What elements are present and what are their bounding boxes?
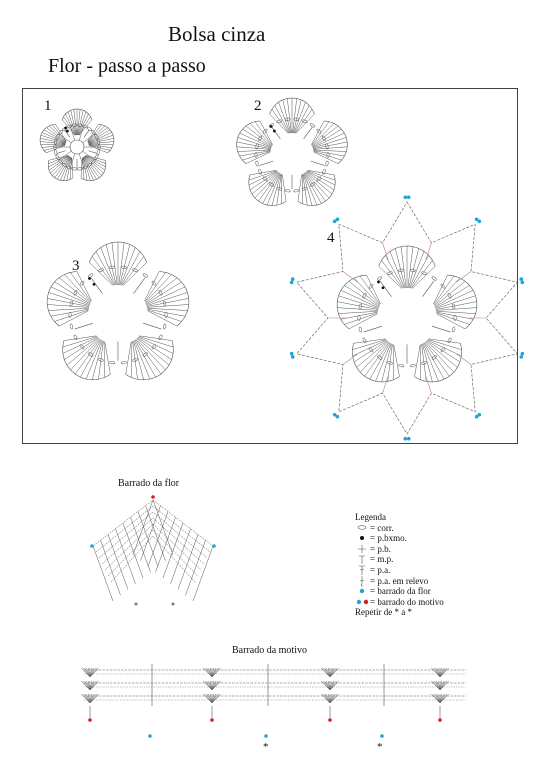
- chain-stitch: [310, 123, 316, 128]
- cyan-marker: [336, 218, 340, 222]
- stitch-line: [393, 345, 394, 380]
- stitch-line: [440, 694, 444, 703]
- stitch-line: [70, 154, 75, 168]
- cyan-marker: [380, 734, 384, 738]
- stitch-line: [147, 304, 189, 307]
- stitch-line: [313, 142, 347, 149]
- step-number-4: 4: [327, 230, 335, 246]
- page-title: Bolsa cinza: [168, 22, 266, 46]
- stitch-line: [313, 137, 346, 148]
- cyan-marker: [475, 415, 479, 419]
- stitch-line: [249, 171, 277, 185]
- red-marker: [328, 718, 332, 722]
- stitch-line: [435, 281, 465, 306]
- petal-edge: [352, 343, 399, 382]
- stitch-line: [79, 154, 84, 168]
- legend: [355, 512, 444, 618]
- cyan-dot-icon: [355, 588, 369, 594]
- legend-item: = corr.: [355, 523, 444, 534]
- plus-icon: [355, 545, 369, 553]
- chain-stitch: [447, 337, 452, 343]
- stitch-line: [47, 304, 89, 307]
- stitch-line: [258, 173, 279, 201]
- stitch-line: [62, 120, 75, 136]
- chain-stitch: [258, 169, 263, 175]
- cyan-marker: [407, 437, 411, 441]
- stitch-line: [52, 125, 66, 142]
- slip-stitch-dot: [66, 130, 69, 133]
- stitch-line: [330, 681, 334, 690]
- stitch-line: [304, 127, 312, 139]
- red-marker: [151, 495, 155, 499]
- stitch-line: [436, 668, 440, 677]
- stitch-line: [250, 170, 276, 175]
- cyan-marker: [333, 413, 337, 417]
- stitch-line: [90, 668, 94, 677]
- stitch-line: [383, 376, 389, 393]
- barrado-flor-diagram: [85, 490, 225, 615]
- stitch-line: [208, 694, 212, 703]
- stitch-line: [138, 338, 172, 360]
- petal-edge: [337, 275, 366, 329]
- cyan-marker: [290, 352, 294, 356]
- relief-stitch-icon: [355, 576, 369, 586]
- stitch-line: [138, 512, 158, 567]
- stitch-line: [354, 278, 380, 305]
- chain-stitch: [285, 189, 290, 192]
- end-marker: [172, 603, 175, 606]
- stitch-line: [143, 323, 161, 329]
- chain-stitch: [165, 312, 167, 317]
- stitch-line: [178, 535, 198, 590]
- stitch-line: [337, 308, 378, 311]
- stitch-line: [64, 117, 76, 136]
- chain-row: [96, 506, 210, 552]
- stitch-line: [67, 338, 99, 365]
- stitch-line: [84, 130, 89, 137]
- chain-stitch: [163, 324, 167, 330]
- stitch-line: [423, 281, 434, 297]
- stitch-line: [364, 326, 382, 332]
- chain-stitch: [69, 312, 71, 317]
- stitch-line: [59, 278, 90, 304]
- legend-item: = m.p.: [355, 554, 444, 565]
- slip-stitch-dot: [273, 130, 276, 133]
- stitch-line: [272, 109, 289, 133]
- stitch-line: [326, 694, 330, 703]
- end-marker: [135, 603, 138, 606]
- stitch-line: [433, 275, 447, 304]
- chain-row: [111, 536, 195, 582]
- chain-stitch: [121, 361, 126, 364]
- cyan-marker: [478, 220, 482, 224]
- stitch-line: [305, 173, 326, 201]
- cyan-marker: [519, 277, 523, 281]
- stitch-line: [282, 175, 286, 202]
- stitch-line: [436, 694, 440, 703]
- cyan-marker: [403, 196, 407, 200]
- stitch-line: [436, 681, 440, 690]
- center-ring: [70, 140, 84, 154]
- stitch-line: [212, 668, 216, 677]
- cyan-marker: [407, 196, 411, 200]
- red-marker: [438, 718, 442, 722]
- barrado-motivo-diagram: [78, 658, 470, 748]
- cyan-marker: [90, 544, 94, 548]
- chain-stitch: [82, 124, 88, 128]
- stitch-line: [101, 540, 121, 595]
- chain-oval-icon: [355, 525, 369, 530]
- stitch-line: [366, 275, 380, 304]
- slip-stitch-dot: [377, 281, 380, 284]
- chain-stitch: [66, 124, 72, 128]
- stitch-line: [357, 341, 388, 367]
- legend-title: Legenda: [355, 512, 386, 522]
- stitch-line: [435, 290, 473, 308]
- stitch-line: [238, 137, 271, 148]
- stitch-line: [131, 342, 132, 378]
- stitch-line: [85, 156, 106, 167]
- stitch-line: [79, 117, 91, 136]
- slip-stitch-dot: [270, 125, 273, 128]
- stitch-line: [380, 281, 391, 297]
- stitch-line: [193, 546, 213, 601]
- slip-stitch-dot: [382, 286, 385, 289]
- chain-row: [93, 500, 213, 546]
- stitch-line: [326, 681, 330, 690]
- petal-edge: [415, 343, 462, 382]
- stitch-line: [212, 681, 216, 690]
- chain-stitch: [142, 273, 148, 278]
- cyan-marker: [521, 352, 525, 356]
- flower-step-2-diagram: [229, 92, 355, 218]
- stitch-line: [237, 147, 271, 150]
- stitch-line: [330, 694, 334, 703]
- stitch-line: [212, 694, 216, 703]
- petal-edge: [448, 275, 477, 329]
- stitch-line: [311, 161, 325, 165]
- stitch-line: [64, 338, 98, 360]
- cyan-marker: [290, 281, 294, 285]
- stitch-line: [394, 345, 400, 377]
- stitch-line: [330, 668, 334, 677]
- stitch-line: [89, 151, 97, 154]
- stitch-line: [79, 120, 92, 136]
- stitch-line: [436, 308, 477, 311]
- chain-stitch: [377, 276, 383, 281]
- stitch-line: [104, 342, 105, 378]
- cyan-marker: [519, 355, 523, 359]
- stitch-line: [86, 694, 90, 703]
- step-number-1: 1: [44, 98, 52, 114]
- stitch-line: [427, 341, 460, 362]
- cyan-red-dot-icon: [355, 599, 369, 605]
- double-crochet-icon: [355, 565, 369, 575]
- chain-stitch: [431, 276, 437, 281]
- stitch-line: [308, 170, 334, 175]
- step-number-2: 2: [254, 98, 262, 114]
- stitch-line: [86, 668, 90, 677]
- stitch-line: [146, 278, 177, 304]
- stitch-line: [93, 546, 113, 601]
- legend-item: = barrado da flor: [355, 586, 444, 597]
- stitch-line: [440, 681, 444, 690]
- stitch-line: [137, 338, 169, 365]
- stitch-line: [116, 529, 136, 584]
- stitch-line: [354, 341, 387, 362]
- chain-stitch: [398, 364, 403, 367]
- stitch-line: [108, 535, 128, 590]
- stitch-line: [295, 109, 312, 133]
- chain-stitch: [70, 324, 74, 330]
- stitch-line: [425, 342, 453, 373]
- barrado-motivo-label: Barrado da motivo: [232, 645, 307, 656]
- stitch-line: [272, 127, 280, 139]
- cyan-marker: [148, 734, 152, 738]
- stitch-line: [313, 147, 347, 150]
- legend-item: = barrado do motivo: [355, 597, 444, 608]
- stitch-line: [208, 668, 212, 677]
- t-stitch-icon: [355, 555, 369, 564]
- stitch-line: [77, 271, 92, 300]
- stitch-line: [277, 174, 281, 205]
- chain-stitch: [255, 161, 259, 167]
- stitch-line: [259, 161, 273, 165]
- flower-step-4-diagram: [329, 240, 485, 396]
- page-subtitle: Flor - passo a passo: [48, 55, 206, 77]
- repeat-mark: *: [263, 741, 269, 753]
- stitch-line: [64, 274, 90, 302]
- chain-stitch: [410, 364, 415, 367]
- cyan-marker: [521, 281, 525, 285]
- stitch-line: [415, 345, 421, 377]
- chain-stitch: [109, 361, 114, 364]
- chain-stitch: [97, 149, 101, 155]
- legend-item: = p.a. em relevo: [355, 576, 444, 587]
- petal-edge: [47, 272, 77, 327]
- red-marker: [210, 718, 214, 722]
- stitch-line: [349, 281, 379, 306]
- legend-item: = p.b.: [355, 544, 444, 555]
- chain-stitch: [88, 273, 94, 278]
- stitch-line: [420, 345, 421, 380]
- stitch-line: [249, 171, 277, 180]
- cyan-marker: [403, 437, 407, 441]
- stitch-line: [298, 175, 302, 202]
- stitch-line: [326, 668, 330, 677]
- slip-stitch-dot: [88, 277, 91, 280]
- chain-stitch: [362, 337, 367, 343]
- red-marker: [88, 718, 92, 722]
- stitch-line: [341, 290, 379, 308]
- slip-stitch-dot: [93, 283, 96, 286]
- chain-row: [105, 524, 201, 570]
- stitch-line: [440, 668, 444, 677]
- legend-item: = p.bxmo.: [355, 533, 444, 544]
- stitch-line: [171, 529, 191, 584]
- cyan-marker: [264, 734, 268, 738]
- stitch-line: [456, 354, 471, 365]
- chain-stitch: [359, 327, 363, 333]
- repeat-mark: *: [377, 741, 383, 753]
- chain-stitch: [452, 327, 456, 333]
- chain-stitch: [294, 189, 299, 192]
- cyan-marker: [291, 355, 295, 359]
- stitch-line: [144, 271, 159, 300]
- stitch-line: [426, 341, 457, 367]
- stitch-line: [134, 278, 145, 294]
- stitch-line: [434, 278, 460, 305]
- chain-row: [102, 518, 204, 564]
- slip-stitch-dot: [64, 127, 67, 130]
- stitch-line: [426, 376, 432, 393]
- stitch-line: [145, 274, 171, 302]
- stitch-line: [343, 354, 358, 365]
- stitch-line: [432, 326, 450, 332]
- stitch-line: [57, 151, 65, 154]
- cyan-marker: [291, 277, 295, 281]
- stitch-line: [237, 142, 271, 149]
- step-number-3: 3: [72, 258, 80, 274]
- stitch-line: [156, 517, 176, 572]
- stitch-line: [303, 174, 307, 205]
- stitch-line: [307, 171, 335, 185]
- chain-row: [99, 512, 207, 558]
- stitch-line: [48, 156, 69, 167]
- stitch-line: [105, 342, 110, 374]
- legend-repeat-note: Repetir de * a *: [355, 607, 412, 618]
- stitch-line: [88, 125, 102, 142]
- flower-step-3-diagram: [39, 236, 197, 394]
- stitch-line: [208, 681, 212, 690]
- stitch-line: [91, 278, 102, 294]
- stitch-line: [126, 342, 131, 374]
- stitch-line: [131, 517, 151, 572]
- stitch-line: [307, 171, 335, 180]
- stitch-line: [90, 694, 94, 703]
- chain-stitch: [322, 169, 327, 175]
- cyan-marker: [212, 544, 216, 548]
- stitch-line: [75, 323, 93, 329]
- chain-stitch: [54, 149, 58, 155]
- stitch-line: [360, 342, 388, 373]
- barrado-flor-label: Barrado da flor: [118, 478, 180, 489]
- chain-stitch: [325, 161, 329, 167]
- stitch-line: [90, 681, 94, 690]
- slip-stitch-dot-icon: [355, 535, 369, 541]
- legend-item: = p.a.: [355, 565, 444, 576]
- stitch-line: [86, 681, 90, 690]
- flower-step-1-diagram: [33, 103, 121, 191]
- petal-edge: [159, 272, 189, 327]
